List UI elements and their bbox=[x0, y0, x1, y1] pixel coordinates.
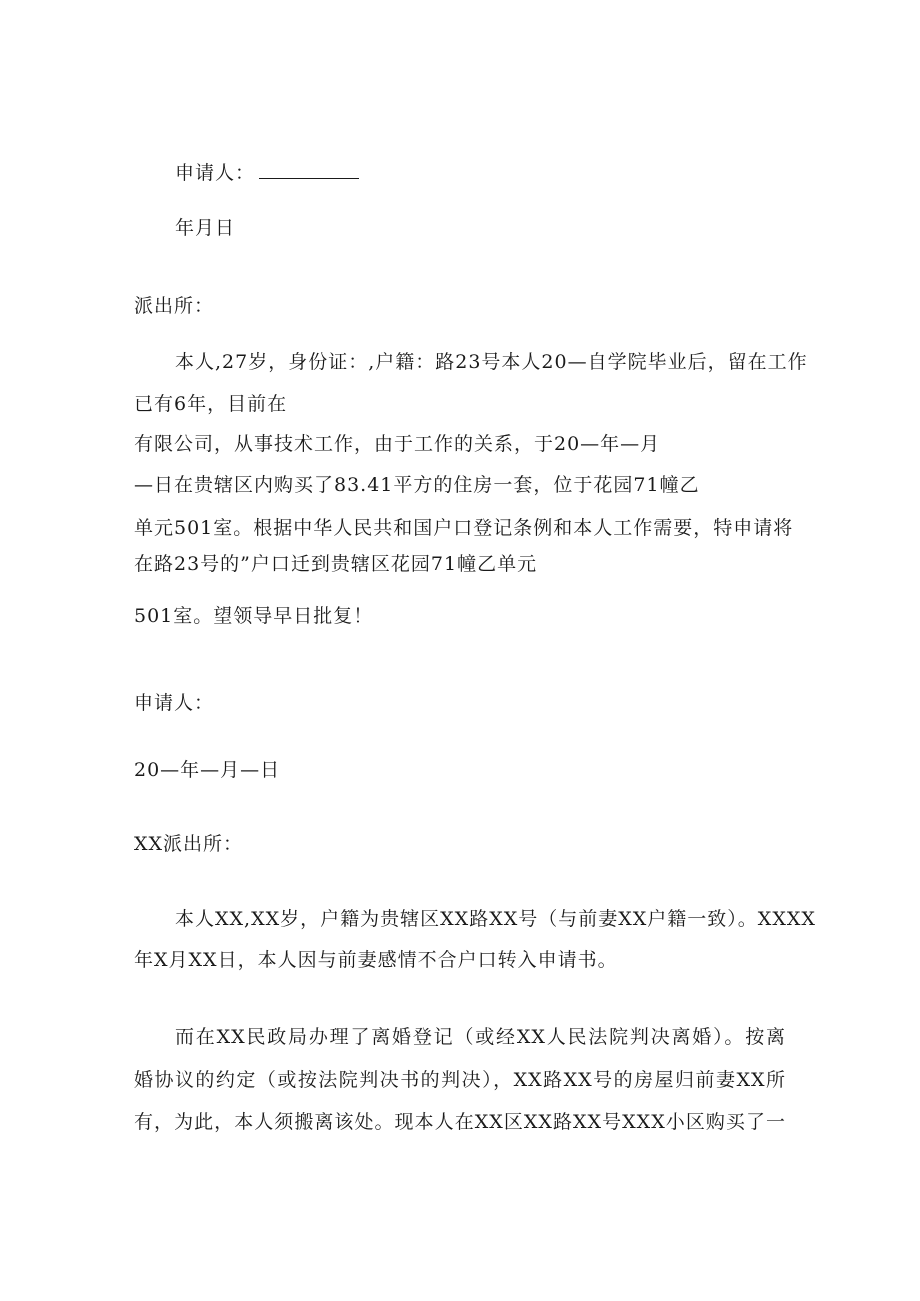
letter-2-para-2-line-3: 有，为此，本人须搬离该处。现本人在XX区XX路XX号XXX小区购买了一 bbox=[134, 1111, 786, 1133]
letter-1-applicant-label: 申请人： bbox=[134, 692, 215, 714]
letter-1-line-3: 有限公司，从事技术工作，由于工作的关系，于20—年—月 bbox=[134, 433, 661, 455]
letter-2-para-1-line-1: 本人XX,XX岁，户籍为贵辖区XX路XX号（与前妻XX户籍一致）。XXXX bbox=[175, 908, 816, 930]
letter-1-line-7: 501室。望领导早日批复！ bbox=[134, 605, 374, 627]
letter-1-line-5: 单元501室。根据中华人民共和国户口登记条例和本人工作需要，特申请将 bbox=[134, 517, 794, 539]
letter-2-para-2-line-1: 而在XX民政局办理了离婚登记（或经XX人民法院判决离婚）。按离 bbox=[175, 1026, 786, 1048]
signature-date: 年月日 bbox=[175, 217, 236, 239]
letter-2-para-2-line-2: 婚协议的约定（或按法院判决书的判决），XX路XX号的房屋归前妻XX所 bbox=[134, 1069, 786, 1091]
letter-1-line-6: 在路23号的”户口迁到贵辖区花园71幢乙单元 bbox=[134, 553, 538, 575]
letter-2-para-1-line-2: 年X月XX日，本人因与前妻感情不合户口转入申请书。 bbox=[134, 949, 618, 971]
signature-blank bbox=[259, 160, 359, 179]
applicant-signature-line bbox=[175, 160, 359, 185]
letter-1-line-4: —日在贵辖区内购买了83.41平方的住房一套，位于花园71幢乙 bbox=[134, 474, 700, 496]
letter-1-line-1: 本人,27岁，身份证：,户籍：路23号本人20—自学院毕业后，留在工作 bbox=[175, 351, 808, 373]
letter-1-date: 20—年—月—日 bbox=[134, 759, 281, 781]
applicant-label: 申请人： bbox=[175, 162, 256, 184]
letter-2-salutation: XX派出所： bbox=[134, 833, 244, 855]
letter-1-line-2: 已有6年，目前在 bbox=[134, 393, 288, 415]
letter-1-salutation: 派出所： bbox=[134, 295, 215, 317]
